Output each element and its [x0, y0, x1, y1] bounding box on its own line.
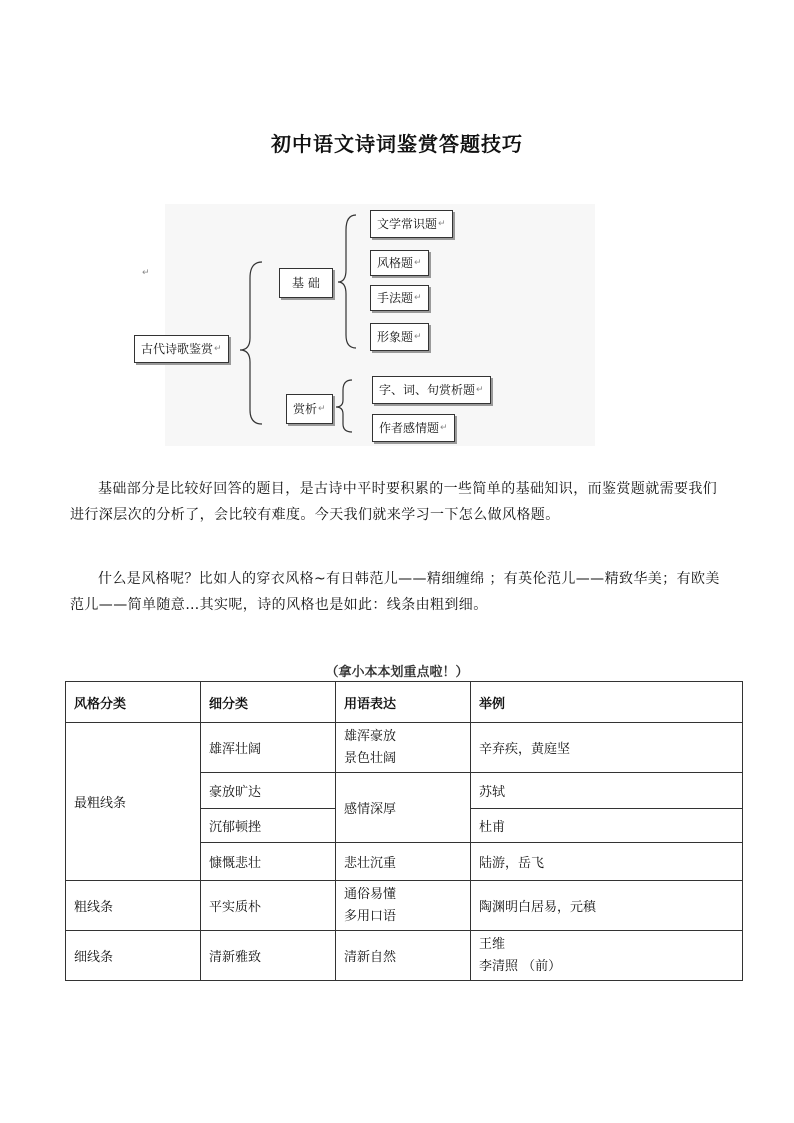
table-cell-subcategory: 清新雅致: [201, 931, 336, 981]
table-cell-subcategory: 雄浑壮阔: [201, 723, 336, 773]
leaf-node-technique: 手法题 ↵: [370, 285, 429, 311]
branch-node-basics: [279, 268, 333, 298]
page-title: 初中语文诗词鉴赏答题技巧: [271, 132, 523, 156]
table-header: 风格分类: [66, 682, 201, 723]
table-cell-subcategory: 沉郁顿挫: [201, 809, 336, 843]
leaf-node-word-sentence: 字、词、句赏析题 ↵: [372, 376, 491, 404]
mindmap-diagram: [0, 0, 794, 460]
table-caption: （拿小本本划重点啦！）: [325, 665, 469, 680]
table-cell-example: 陆游，岳飞: [471, 843, 743, 881]
table-header: 举例: [471, 682, 743, 723]
leaf-node-author-emotion: 作者感情题 ↵: [372, 414, 455, 442]
table-cell-example: 苏轼: [471, 773, 743, 809]
table-cell-expression: [336, 723, 471, 773]
example-line: 王维: [479, 936, 506, 952]
style-paragraph: 什么是风格呢？比如人的穿衣风格~有日韩范儿——精细缠绵 ；有英伦范儿——精致华美；有欧美范儿——简单随意…其实呢，诗的风格也是如此：线条由粗到细。: [70, 571, 720, 613]
leaf-node-style: 风格题 ↵: [370, 250, 429, 276]
branch-node-appreciation-label: 赏析: [293, 402, 318, 416]
leaf-node-label: 手法题: [377, 291, 414, 305]
table-cell-example: 陶渊明白居易，元稹: [471, 881, 743, 931]
paragraph-mark: ↵: [142, 268, 150, 278]
table-cell-expression: 悲壮沉重: [336, 843, 471, 881]
table-header: 细分类: [201, 682, 336, 723]
table-cell-subcategory: 豪放旷达: [201, 773, 336, 809]
leaf-node-label: 形象题: [377, 330, 414, 344]
leaf-node-label: 作者感情题: [379, 421, 440, 435]
table-cell-expression: [336, 881, 471, 931]
appreciation-brace: [336, 380, 352, 432]
branch-node-appreciation: 赏析 ↵: [286, 394, 333, 424]
basics-brace: [338, 215, 356, 348]
root-node: 古代诗歌鉴赏 ↵: [134, 335, 229, 363]
table-row: [66, 723, 743, 773]
table-cell-subcategory: 慷慨悲壮: [201, 843, 336, 881]
leaf-node-image: 形象题 ↵: [370, 323, 429, 351]
expression-line: 通俗易懂: [344, 886, 397, 902]
table-cell-expression: 清新自然: [336, 931, 471, 981]
leaf-node-literary-knowledge: 文学常识题 ↵: [370, 210, 453, 238]
branch-node-basics-label: 基 础: [292, 276, 320, 290]
leaf-node-label: 字、词、句赏析题: [379, 383, 476, 397]
table-cell-category: 粗线条: [66, 881, 201, 931]
intro-paragraph: 基础部分是比较好回答的题目，是古诗中平时要积累的一些简单的基础知识，而鉴赏题就需要我们进行深层次的分析了，会比较有难度。今天我们就来学习一下怎么做风格题。: [70, 481, 718, 523]
table-cell-subcategory: 平实质朴: [201, 881, 336, 931]
expression-line: 多用口语: [344, 908, 397, 924]
table-cell-category: 最粗线条: [66, 723, 201, 881]
expression-line: 雄浑豪放: [344, 728, 397, 744]
table-cell-expression: 感情深厚: [336, 773, 471, 843]
table-row: [66, 881, 743, 931]
root-node-label: 古代诗歌鉴赏: [141, 342, 214, 356]
table-cell-example: [471, 931, 743, 981]
table-cell-category: 细线条: [66, 931, 201, 981]
table-header: 用语表达: [336, 682, 471, 723]
table-cell-example: 杜甫: [471, 809, 743, 843]
main-brace: [240, 262, 262, 424]
leaf-node-label: 文学常识题: [377, 217, 438, 231]
style-table: [65, 681, 743, 981]
expression-line: 景色壮阔: [344, 750, 397, 766]
example-line: 李清照 （前）: [479, 958, 562, 974]
table-cell-example: 辛弃疾，黄庭坚: [471, 723, 743, 773]
table-header-row: [66, 682, 743, 723]
table-row: [66, 931, 743, 981]
leaf-node-label: 风格题: [377, 256, 414, 270]
